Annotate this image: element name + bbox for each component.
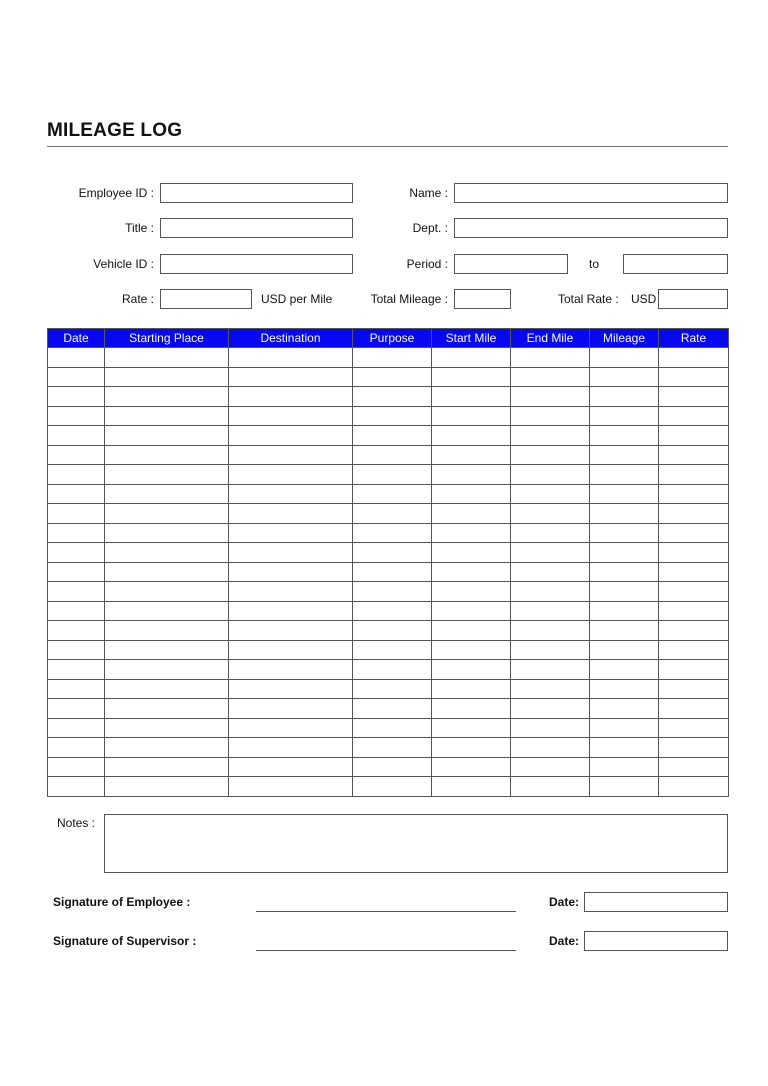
- table-cell[interactable]: [229, 543, 353, 563]
- table-cell[interactable]: [659, 543, 729, 563]
- table-cell[interactable]: [229, 387, 353, 407]
- table-body: [48, 348, 729, 797]
- table-row: [48, 367, 729, 387]
- rate-field[interactable]: [160, 289, 252, 309]
- table-cell[interactable]: [590, 367, 659, 387]
- title-field[interactable]: [160, 218, 353, 238]
- table-cell[interactable]: [659, 367, 729, 387]
- column-header-date: Date: [48, 329, 105, 348]
- table-cell[interactable]: [590, 679, 659, 699]
- table-cell[interactable]: [353, 484, 432, 504]
- table-cell[interactable]: [590, 465, 659, 485]
- table-cell[interactable]: [659, 426, 729, 446]
- table-cell[interactable]: [48, 562, 105, 582]
- table-cell[interactable]: [229, 348, 353, 368]
- table-row: [48, 601, 729, 621]
- table-cell[interactable]: [590, 562, 659, 582]
- table-cell[interactable]: [590, 484, 659, 504]
- table-cell[interactable]: [353, 426, 432, 446]
- table-cell[interactable]: [48, 523, 105, 543]
- table-cell[interactable]: [659, 777, 729, 797]
- table-cell[interactable]: [659, 387, 729, 407]
- column-header-starting-place: Starting Place: [105, 329, 229, 348]
- total-rate-field[interactable]: [658, 289, 728, 309]
- table-cell[interactable]: [353, 523, 432, 543]
- table-cell[interactable]: [105, 445, 229, 465]
- table-cell[interactable]: [105, 523, 229, 543]
- table-cell[interactable]: [511, 621, 590, 641]
- table-cell[interactable]: [229, 621, 353, 641]
- table-cell[interactable]: [659, 445, 729, 465]
- notes-field[interactable]: [104, 814, 728, 873]
- table-cell[interactable]: [353, 640, 432, 660]
- table-cell[interactable]: [229, 484, 353, 504]
- table-cell[interactable]: [48, 718, 105, 738]
- table-cell[interactable]: [48, 621, 105, 641]
- table-cell[interactable]: [590, 406, 659, 426]
- notes-label: Notes :: [57, 816, 96, 830]
- table-cell[interactable]: [105, 718, 229, 738]
- table-cell[interactable]: [229, 426, 353, 446]
- table-cell[interactable]: [659, 523, 729, 543]
- table-cell[interactable]: [48, 445, 105, 465]
- employee-date-field[interactable]: [584, 892, 728, 912]
- column-header-end-mile: End Mile: [511, 329, 590, 348]
- table-cell[interactable]: [353, 406, 432, 426]
- table-cell[interactable]: [659, 718, 729, 738]
- table-cell[interactable]: [48, 387, 105, 407]
- table-cell[interactable]: [353, 757, 432, 777]
- table-cell[interactable]: [105, 699, 229, 719]
- table-row: [48, 562, 729, 582]
- table-row: [48, 348, 729, 368]
- document-title: MILEAGE LOG: [47, 120, 183, 141]
- table-cell[interactable]: [353, 660, 432, 680]
- table-cell[interactable]: [590, 699, 659, 719]
- table-row: [48, 484, 729, 504]
- table-cell[interactable]: [48, 543, 105, 563]
- table-cell[interactable]: [353, 699, 432, 719]
- table-cell[interactable]: [48, 426, 105, 446]
- table-cell[interactable]: [432, 348, 511, 368]
- name-label: Name :: [409, 186, 448, 200]
- table-cell[interactable]: [432, 504, 511, 524]
- table-cell[interactable]: [353, 582, 432, 602]
- table-cell[interactable]: [105, 601, 229, 621]
- table-cell[interactable]: [48, 484, 105, 504]
- table-cell[interactable]: [105, 562, 229, 582]
- table-cell[interactable]: [48, 582, 105, 602]
- table-row: [48, 387, 729, 407]
- total-mileage-label: Total Mileage :: [370, 292, 448, 306]
- table-cell[interactable]: [659, 406, 729, 426]
- table-cell[interactable]: [432, 738, 511, 758]
- table-cell[interactable]: [105, 465, 229, 485]
- table-cell[interactable]: [229, 699, 353, 719]
- table-cell[interactable]: [590, 640, 659, 660]
- table-cell[interactable]: [659, 699, 729, 719]
- table-cell[interactable]: [353, 718, 432, 738]
- table-cell[interactable]: [432, 660, 511, 680]
- table-row: [48, 465, 729, 485]
- table-cell[interactable]: [353, 445, 432, 465]
- table-cell[interactable]: [511, 387, 590, 407]
- table-cell[interactable]: [105, 387, 229, 407]
- table-cell[interactable]: [229, 601, 353, 621]
- employee-id-field[interactable]: [160, 183, 353, 203]
- table-cell[interactable]: [659, 562, 729, 582]
- table-cell[interactable]: [511, 601, 590, 621]
- table-cell[interactable]: [48, 465, 105, 485]
- table-cell[interactable]: [432, 699, 511, 719]
- table-cell[interactable]: [590, 621, 659, 641]
- table-cell[interactable]: [511, 406, 590, 426]
- table-cell[interactable]: [229, 718, 353, 738]
- table-cell[interactable]: [590, 718, 659, 738]
- table-cell[interactable]: [48, 777, 105, 797]
- table-cell[interactable]: [353, 621, 432, 641]
- table-cell[interactable]: [353, 562, 432, 582]
- table-cell[interactable]: [432, 718, 511, 738]
- column-header-purpose: Purpose: [353, 329, 432, 348]
- table-row: [48, 640, 729, 660]
- table-cell[interactable]: [353, 387, 432, 407]
- table-cell[interactable]: [511, 757, 590, 777]
- total-rate-unit-label: USD: [631, 292, 657, 306]
- table-row: [48, 660, 729, 680]
- period-end-field[interactable]: [623, 254, 728, 274]
- table-cell[interactable]: [590, 757, 659, 777]
- total-rate-label: Total Rate :: [558, 292, 619, 306]
- employee-id-label: Employee ID :: [78, 186, 154, 200]
- table-cell[interactable]: [353, 679, 432, 699]
- table-cell[interactable]: [590, 582, 659, 602]
- table-cell[interactable]: [590, 601, 659, 621]
- table-cell[interactable]: [432, 757, 511, 777]
- table-cell[interactable]: [511, 660, 590, 680]
- table-cell[interactable]: [105, 777, 229, 797]
- table-cell[interactable]: [229, 757, 353, 777]
- supervisor-date-field[interactable]: [584, 931, 728, 951]
- table-cell[interactable]: [105, 738, 229, 758]
- table-cell[interactable]: [590, 348, 659, 368]
- table-row: [48, 406, 729, 426]
- table-row: [48, 543, 729, 563]
- table-cell[interactable]: [659, 660, 729, 680]
- table-cell[interactable]: [48, 757, 105, 777]
- column-header-destination: Destination: [229, 329, 353, 348]
- table-cell[interactable]: [105, 348, 229, 368]
- table-cell[interactable]: [105, 640, 229, 660]
- table-cell[interactable]: [353, 504, 432, 524]
- table-cell[interactable]: [432, 406, 511, 426]
- table-cell[interactable]: [432, 640, 511, 660]
- table-cell[interactable]: [432, 543, 511, 563]
- column-header-mileage: Mileage: [590, 329, 659, 348]
- table-cell[interactable]: [659, 640, 729, 660]
- table-cell[interactable]: [353, 601, 432, 621]
- table-cell[interactable]: [590, 777, 659, 797]
- table-cell[interactable]: [511, 738, 590, 758]
- period-to-label: to: [589, 257, 600, 271]
- table-cell[interactable]: [229, 679, 353, 699]
- period-label: Period :: [406, 257, 448, 271]
- table-cell[interactable]: [659, 757, 729, 777]
- table-cell[interactable]: [511, 582, 590, 602]
- table-cell[interactable]: [432, 601, 511, 621]
- table-cell[interactable]: [432, 621, 511, 641]
- employee-signature-line[interactable]: [256, 911, 516, 912]
- table-cell[interactable]: [511, 679, 590, 699]
- table-cell[interactable]: [105, 757, 229, 777]
- table-cell[interactable]: [229, 738, 353, 758]
- table-cell[interactable]: [432, 523, 511, 543]
- table-cell[interactable]: [48, 504, 105, 524]
- table-cell[interactable]: [48, 699, 105, 719]
- vehicle-id-field[interactable]: [160, 254, 353, 274]
- table-cell[interactable]: [229, 367, 353, 387]
- table-row: [48, 504, 729, 524]
- table-cell[interactable]: [659, 504, 729, 524]
- table-cell[interactable]: [511, 484, 590, 504]
- column-header-rate: Rate: [659, 329, 729, 348]
- table-cell[interactable]: [432, 367, 511, 387]
- table-cell[interactable]: [229, 582, 353, 602]
- table-cell[interactable]: [659, 601, 729, 621]
- table-cell[interactable]: [48, 679, 105, 699]
- table-cell[interactable]: [432, 582, 511, 602]
- table-cell[interactable]: [659, 582, 729, 602]
- table-row: [48, 757, 729, 777]
- table-cell[interactable]: [432, 465, 511, 485]
- table-cell[interactable]: [511, 348, 590, 368]
- table-cell[interactable]: [105, 426, 229, 446]
- table-cell[interactable]: [229, 504, 353, 524]
- rate-unit-label: USD per Mile: [261, 292, 333, 306]
- table-cell[interactable]: [229, 777, 353, 797]
- table-cell[interactable]: [432, 445, 511, 465]
- table-cell[interactable]: [659, 484, 729, 504]
- table-cell[interactable]: [590, 504, 659, 524]
- table-cell[interactable]: [229, 640, 353, 660]
- table-cell[interactable]: [48, 738, 105, 758]
- table-cell[interactable]: [511, 426, 590, 446]
- table-cell[interactable]: [105, 504, 229, 524]
- table-cell[interactable]: [48, 367, 105, 387]
- table-cell[interactable]: [590, 426, 659, 446]
- table-cell[interactable]: [353, 348, 432, 368]
- table-cell[interactable]: [48, 406, 105, 426]
- table-cell[interactable]: [659, 621, 729, 641]
- table-cell[interactable]: [511, 367, 590, 387]
- table-cell[interactable]: [511, 562, 590, 582]
- vehicle-id-label: Vehicle ID :: [93, 257, 154, 271]
- table-cell[interactable]: [353, 777, 432, 797]
- table-cell[interactable]: [229, 523, 353, 543]
- dept-field[interactable]: [454, 218, 728, 238]
- table-cell[interactable]: [229, 660, 353, 680]
- table-cell[interactable]: [353, 367, 432, 387]
- table-cell[interactable]: [48, 601, 105, 621]
- table-row: [48, 699, 729, 719]
- table-cell[interactable]: [48, 660, 105, 680]
- table-cell[interactable]: [511, 777, 590, 797]
- table-cell[interactable]: [432, 426, 511, 446]
- table-cell[interactable]: [511, 718, 590, 738]
- table-cell[interactable]: [105, 484, 229, 504]
- table-cell[interactable]: [590, 523, 659, 543]
- table-cell[interactable]: [105, 621, 229, 641]
- table-cell[interactable]: [511, 465, 590, 485]
- table-cell[interactable]: [511, 523, 590, 543]
- table-cell[interactable]: [105, 406, 229, 426]
- table-cell[interactable]: [511, 543, 590, 563]
- table-row: [48, 777, 729, 797]
- table-cell[interactable]: [353, 465, 432, 485]
- name-field[interactable]: [454, 183, 728, 203]
- table-cell[interactable]: [105, 543, 229, 563]
- table-row: [48, 426, 729, 446]
- title-label: Title :: [125, 221, 154, 235]
- table-cell[interactable]: [229, 406, 353, 426]
- table-cell[interactable]: [590, 660, 659, 680]
- total-mileage-field[interactable]: [454, 289, 511, 309]
- table-header-row: [48, 329, 729, 348]
- table-cell[interactable]: [432, 562, 511, 582]
- table-row: [48, 621, 729, 641]
- table-cell[interactable]: [659, 738, 729, 758]
- table-cell[interactable]: [659, 465, 729, 485]
- column-header-start-mile: Start Mile: [432, 329, 511, 348]
- table-cell[interactable]: [590, 543, 659, 563]
- table-cell[interactable]: [659, 348, 729, 368]
- table-row: [48, 445, 729, 465]
- table-cell[interactable]: [511, 699, 590, 719]
- table-cell[interactable]: [590, 387, 659, 407]
- table-cell[interactable]: [511, 640, 590, 660]
- table-cell[interactable]: [105, 679, 229, 699]
- table-cell[interactable]: [659, 679, 729, 699]
- supervisor-date-label: Date:: [549, 934, 580, 948]
- period-start-field[interactable]: [454, 254, 568, 274]
- table-row: [48, 679, 729, 699]
- table-cell[interactable]: [432, 387, 511, 407]
- mileage-log-table: [47, 328, 729, 797]
- table-cell[interactable]: [48, 640, 105, 660]
- table-cell[interactable]: [229, 445, 353, 465]
- table-cell[interactable]: [353, 543, 432, 563]
- table-cell[interactable]: [229, 465, 353, 485]
- table-cell[interactable]: [511, 504, 590, 524]
- table-cell[interactable]: [229, 562, 353, 582]
- title-divider: [47, 146, 728, 147]
- employee-date-label: Date:: [549, 895, 580, 909]
- supervisor-signature-line[interactable]: [256, 950, 516, 951]
- table-cell[interactable]: [511, 445, 590, 465]
- employee-signature-label: Signature of Employee :: [53, 895, 191, 909]
- table-row: [48, 582, 729, 602]
- table-cell[interactable]: [105, 367, 229, 387]
- table-cell[interactable]: [105, 582, 229, 602]
- table-cell[interactable]: [432, 484, 511, 504]
- table-cell[interactable]: [432, 777, 511, 797]
- table-cell[interactable]: [105, 660, 229, 680]
- supervisor-signature-label: Signature of Supervisor :: [53, 934, 197, 948]
- table-cell[interactable]: [432, 679, 511, 699]
- dept-label: Dept. :: [412, 221, 448, 235]
- table-row: [48, 718, 729, 738]
- table-cell[interactable]: [353, 738, 432, 758]
- table-row: [48, 738, 729, 758]
- table-cell[interactable]: [48, 348, 105, 368]
- table-cell[interactable]: [590, 738, 659, 758]
- rate-label: Rate :: [121, 292, 154, 306]
- table-cell[interactable]: [590, 445, 659, 465]
- table-row: [48, 523, 729, 543]
